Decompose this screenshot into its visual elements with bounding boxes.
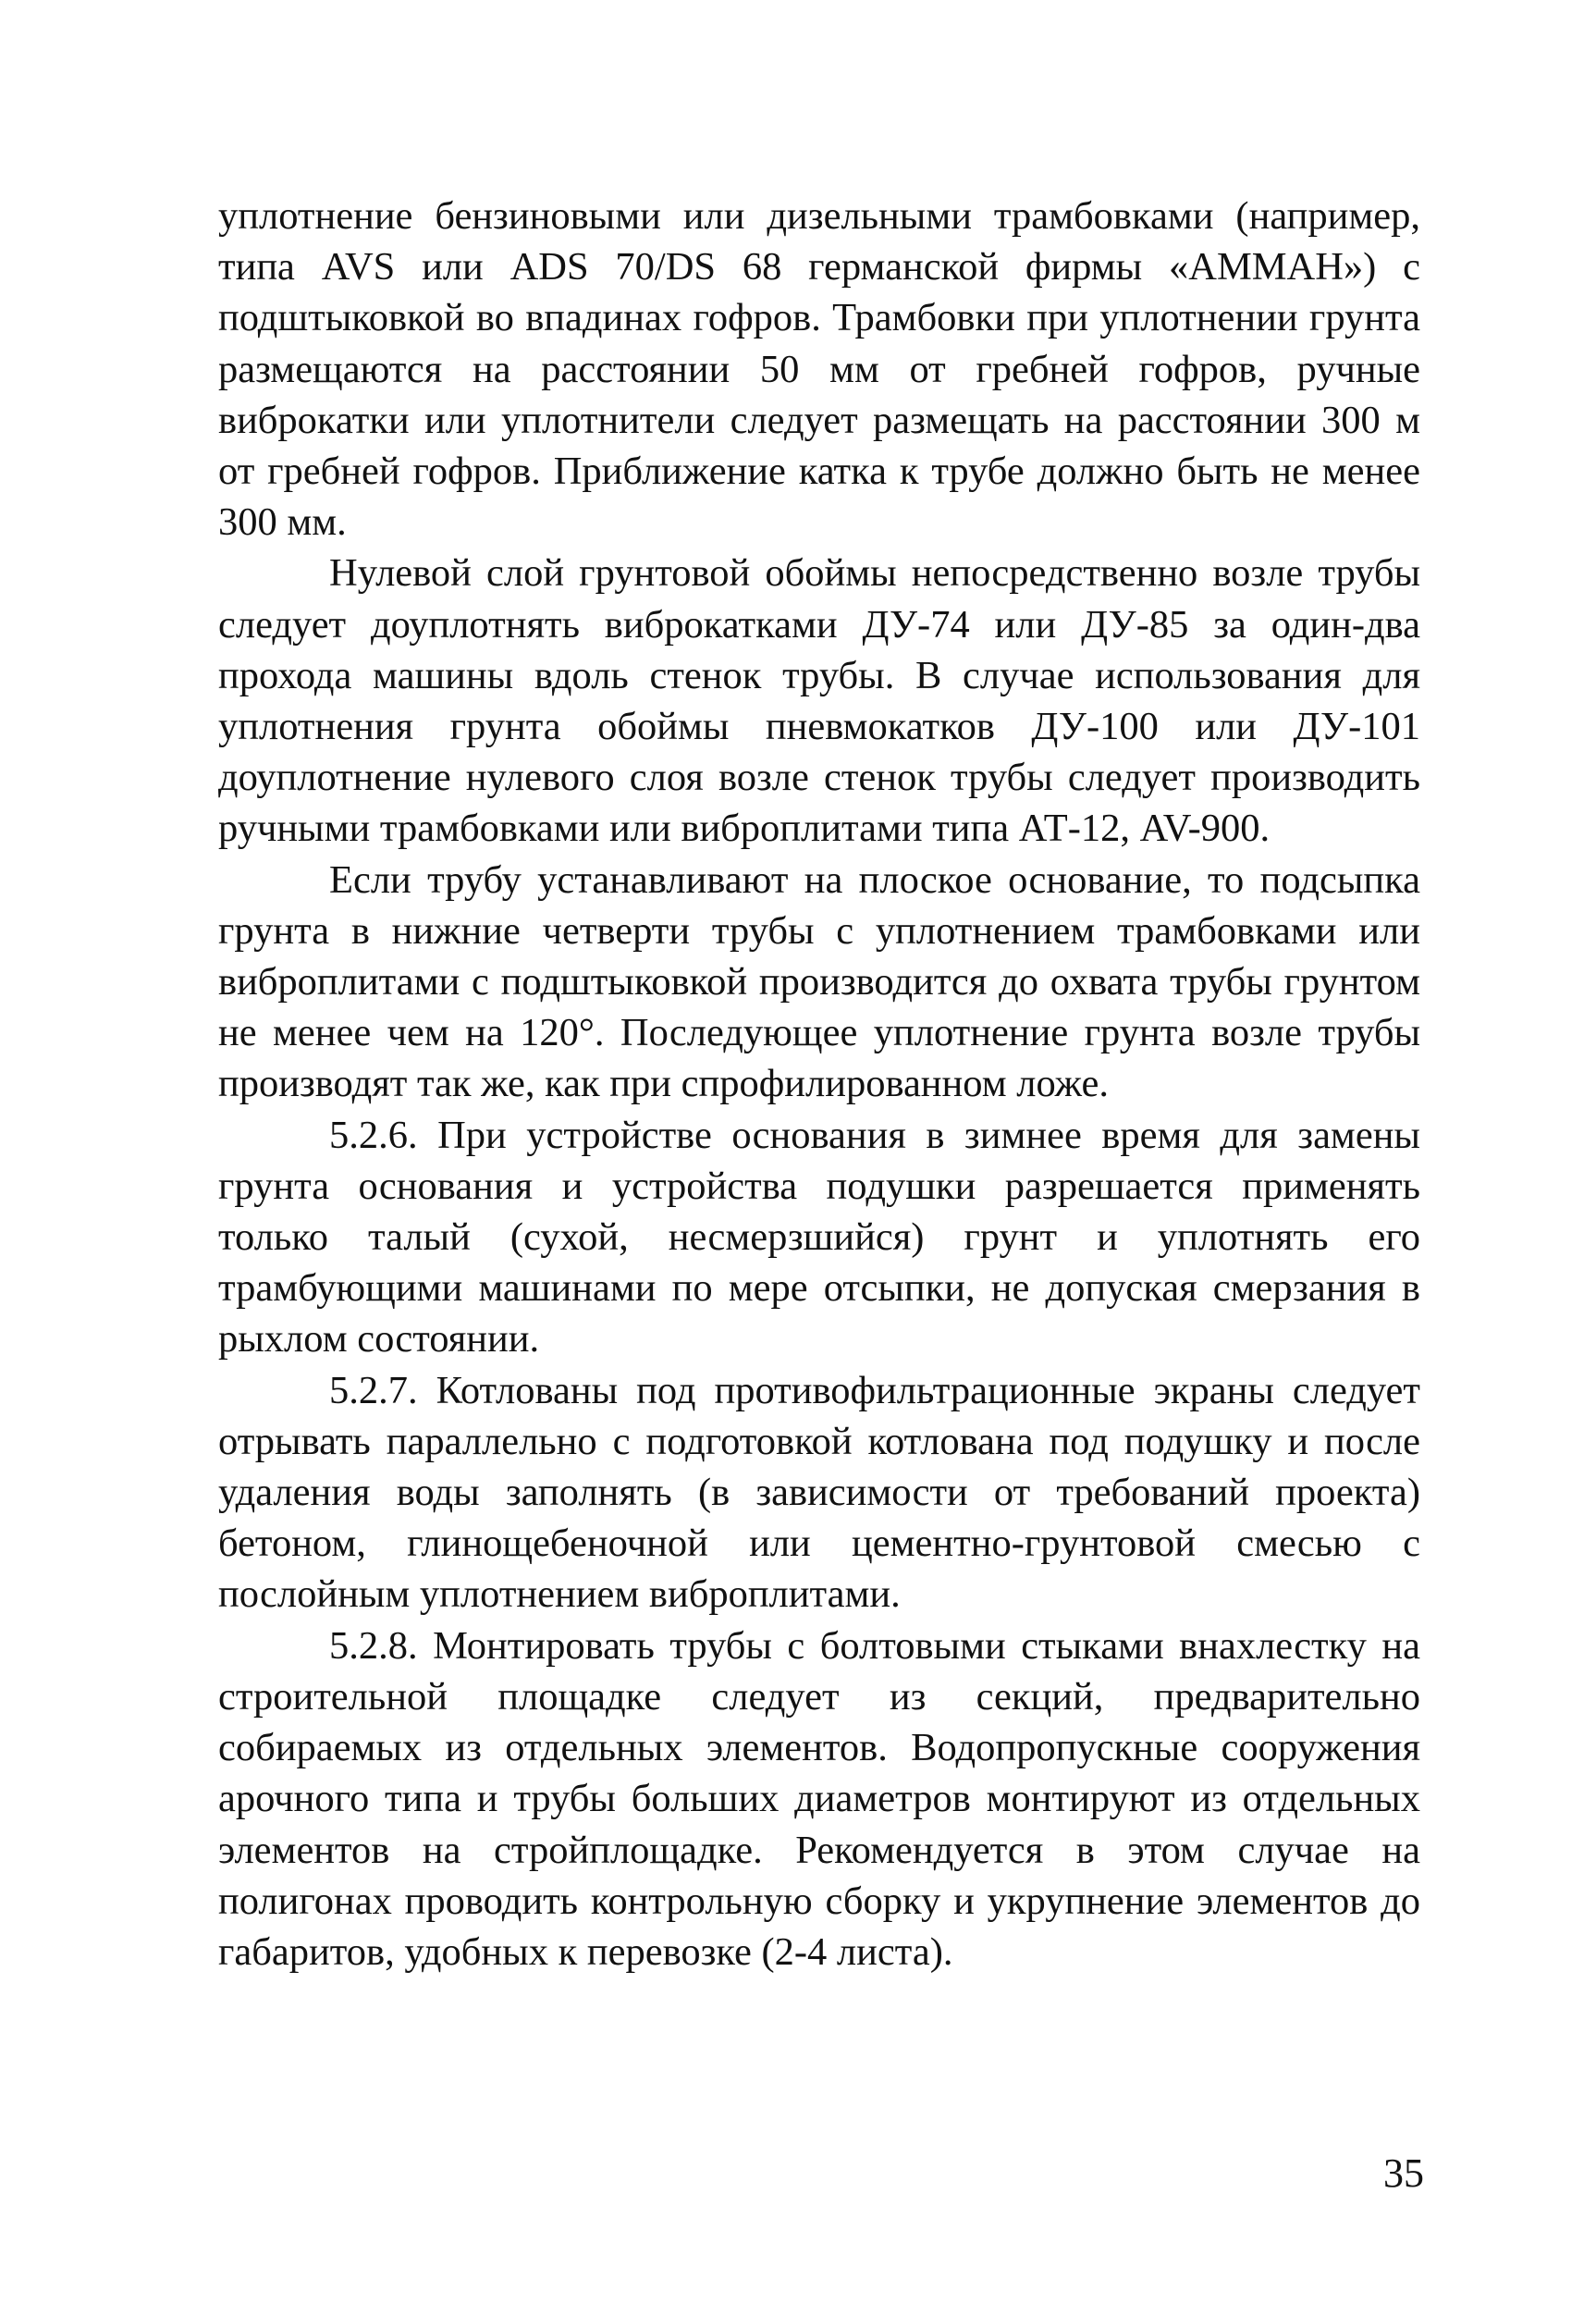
paragraph-6-section-5-2-8: 5.2.8. Монтировать трубы с болтовыми стыками внахлестку на строительной площадке следует из секций, предварительно собираемых из отдельных элементов. Водопропускные сооружения арочного типа и трубы больших диаметров монтируют из отдельных элементов на стройплощадке. Рекомендуется в этом случае на полигонах проводить контрольную сборку и укрупнение элементов до габаритов, удобных к перевозке (2-4 листа). xyxy=(218,1623,1420,1974)
paragraph-2: Нулевой слой грунтовой обоймы непосредственно возле трубы следует доуплотнять виброкатками ДУ-74 или ДУ-85 за один-два прохода машины вдоль стенок трубы. В случае использования для уплотнения грунта обоймы пневмокатков ДУ-100 или ДУ-101 доуплотнение нулевого слоя возле стенок трубы следует производить ручными трамбовками или виброплитами типа АТ-12, AV-900. xyxy=(218,551,1420,851)
paragraph-5-section-5-2-7: 5.2.7. Котлованы под противофильтрационные экраны следует отрывать параллельно с подготовкой котлована под подушку и после удаления воды заполнять (в зависимости от требований проекта) бетоном, глинощебеночной или цементно-грунтовой смесью с послойным уплотнением виброплитами. xyxy=(218,1368,1420,1617)
body-text xyxy=(218,191,1420,1977)
paragraph-1: уплотнение бензиновыми или дизельными трамбовками (например, типа AVS или ADS 70/DS 68 германской фирмы «АММАН») с подштыковкой во впадинах гофров. Трамбовки при уплотнении грунта размещаются на расстоянии 50 мм от гребней гофров, ручные виброкатки или уплотнители следует размещать на расстоянии 300 м от гребней гофров. Приближение катка к трубе должно быть не менее 300 мм. xyxy=(218,194,1420,545)
paragraph-3: Если трубу устанавливают на плоское основание, то подсыпка грунта в нижние четверти трубы с уплотнением трамбовками или виброплитами с подштыковкой производится до охвата трубы грунтом не менее чем на 120°. Последующее уплотнение грунта возле трубы производят так же, как при спрофилированном ложе. xyxy=(218,857,1420,1106)
paragraph-4-section-5-2-6: 5.2.6. При устройстве основания в зимнее время для замены грунта основания и устройства подушки разрешается применять только талый (сухой, несмерзшийся) грунт и уплотнять его трамбующими машинами по мере отсыпки, не допуская смерзания в рыхлом состоянии. xyxy=(218,1113,1420,1361)
page-number: 35 xyxy=(1383,2150,1424,2196)
